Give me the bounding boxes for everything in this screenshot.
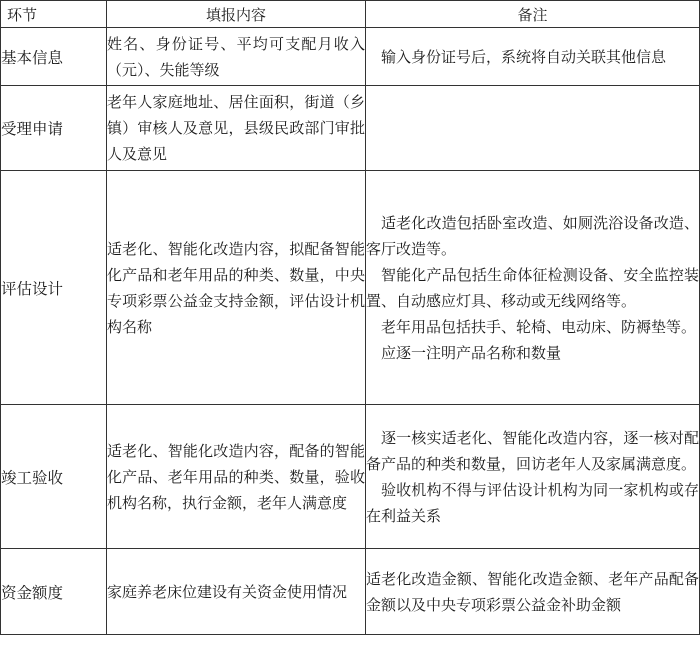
row-content: 适老化、智能化改造内容，拟配备智能化产品和老年用品的种类、数量，中央专项彩票公益金支持金额，评估设计机构名称 [107,171,366,405]
header-content: 填报内容 [107,1,366,28]
header-note: 备注 [366,1,700,28]
table-row [1,86,700,171]
table-row [1,549,700,635]
note-line: 老年用品包括扶手、轮椅、电动床、防褥垫等。 [381,317,697,336]
table-header-row [1,1,700,28]
row-content: 适老化、智能化改造内容，配备的智能化产品、老年用品的种类、数量，验收机构名称，执行金额，老年人满意度 [107,405,366,549]
note-line: 输入身份证号后，系统将自动关联其他信息 [381,47,667,66]
header-stage: 环节 [1,1,107,28]
note-line: 智能化产品包括生命体征检测设备、安全监控装置、自动感应灯具、移动或无线网络等。 [366,265,699,310]
row-stage: 资金额度 [1,549,107,635]
row-stage: 竣工验收 [1,405,107,549]
table-row [1,28,700,86]
row-note [366,549,700,635]
row-stage: 受理申请 [1,86,107,171]
note-line: 逐一核实适老化、智能化改造内容，逐一核对配备产品的种类和数量，回访老年人及家属满意度。 [366,428,699,473]
note-line: 应逐一注明产品名称和数量 [381,343,562,362]
note-line: 验收机构不得与评估设计机构为同一家机构或存在利益关系 [366,480,699,525]
note-line: 适老化改造包括卧室改造、如厕洗浴设备改造、客厅改造等。 [366,213,699,258]
row-content: 家庭养老床位建设有关资金使用情况 [107,549,366,635]
row-stage: 基本信息 [1,28,107,86]
row-note [366,86,700,171]
row-note [366,28,700,86]
table-row [1,171,700,405]
row-note [366,405,700,549]
row-note [366,171,700,405]
table-row [1,405,700,549]
row-stage: 评估设计 [1,171,107,405]
note-line: 适老化改造金额、智能化改造金额、老年产品配备金额以及中央专项彩票公益金补助金额 [366,569,699,614]
row-content: 姓名、身份证号、平均可支配月收入（元）、失能等级 [107,28,366,86]
row-content: 老年人家庭地址、居住面积，街道（乡镇）审核人及意见，县级民政部门审批人及意见 [107,86,366,171]
